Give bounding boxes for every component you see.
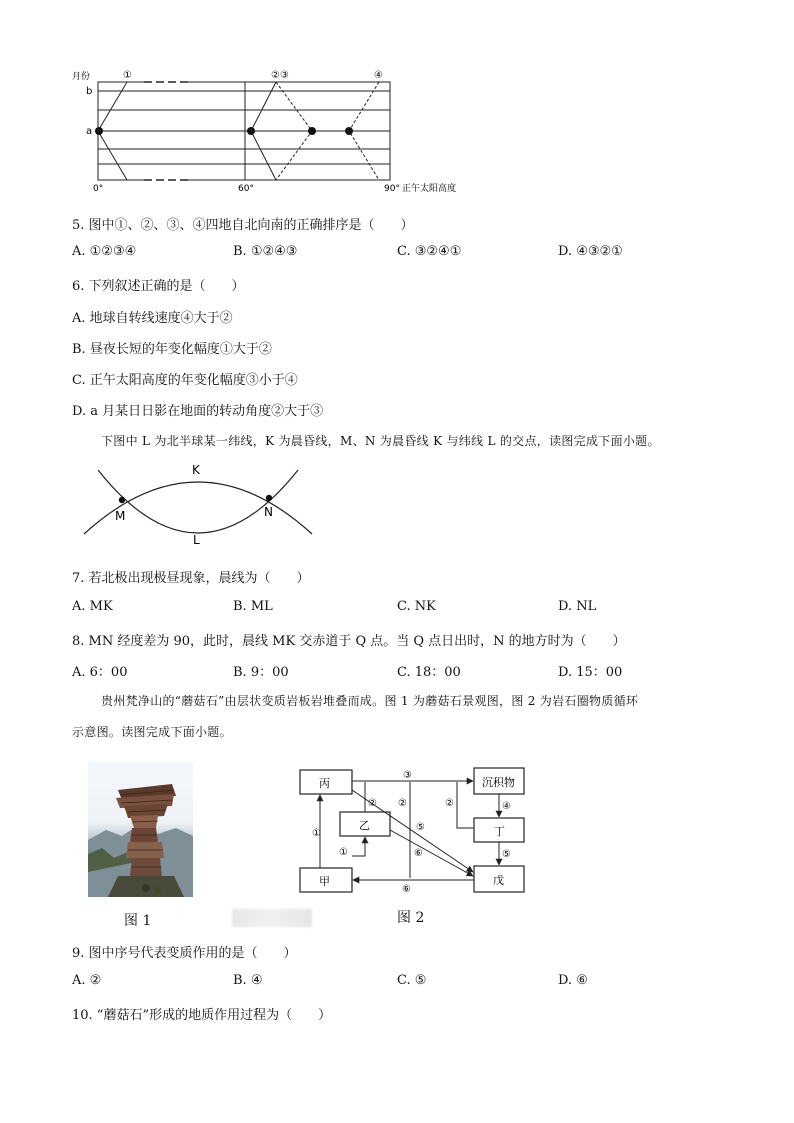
question-7: 7. 若北极出现极昼现象，晨线为（ ） — [72, 571, 310, 586]
sun-altitude-diagram — [70, 66, 470, 196]
figure-1-caption: 图 1 — [124, 913, 152, 929]
marker-4: ④ — [374, 70, 383, 81]
figure-2-caption: 图 2 — [397, 910, 425, 926]
box-wu-label: 戊 — [493, 874, 504, 887]
terminator-diagram — [80, 458, 320, 550]
q5-option-a[interactable]: A. ①②③④ — [72, 244, 137, 259]
q6-option-b[interactable]: B. 昼夜长短的年变化幅度①大于② — [72, 342, 272, 357]
x-tick-90: 90° — [384, 184, 400, 194]
terminator-K — [84, 482, 312, 534]
box-sediment-label: 沉积物 — [482, 776, 515, 789]
point-3 — [308, 127, 316, 135]
q8-option-c[interactable]: C. 18：00 — [397, 665, 461, 680]
question-9: 9. 图中序号代表变质作用的是（ ） — [72, 946, 297, 961]
q6-option-c[interactable]: C. 正午太阳高度的年变化幅度③小于④ — [72, 373, 298, 388]
point-4 — [345, 127, 353, 135]
label-3: ③ — [403, 770, 412, 781]
intro-q9-q10-line2: 示意图。读图完成下面小题。 — [72, 725, 232, 739]
x-axis-label: 正午太阳高度 — [402, 184, 457, 194]
question-5: 5. 图中①、②、③、④四地自北向南的正确排序是（ ） — [72, 218, 414, 233]
q6-option-d[interactable]: D. a 月某日日影在地面的转动角度②大于③ — [72, 404, 324, 419]
point-N — [266, 495, 272, 501]
mushroom-rock-illustration — [88, 762, 193, 897]
label-5-diag: ⑤ — [416, 822, 425, 833]
row-label-b: b — [86, 86, 93, 97]
x-tick-0: 0° — [93, 184, 104, 194]
label-2-ding: ② — [445, 798, 454, 809]
q5-option-c[interactable]: C. ③②④① — [397, 244, 462, 259]
label-2-yi: ② — [368, 798, 377, 809]
q7-option-b[interactable]: B. ML — [233, 599, 273, 614]
mushroom-rock-photo — [88, 762, 193, 897]
row-label-a: a — [86, 126, 93, 137]
rock-cycle-diagram — [290, 760, 540, 900]
q7-option-a[interactable]: A. MK — [72, 599, 113, 614]
y-axis-label: 月份 — [72, 72, 91, 82]
marker-1: ① — [123, 70, 132, 81]
q9-option-d[interactable]: D. ⑥ — [558, 973, 588, 988]
question-6: 6. 下列叙述正确的是（ ） — [72, 279, 245, 294]
q9-option-c[interactable]: C. ⑤ — [397, 973, 427, 988]
watermark-blur — [232, 909, 312, 927]
point-M — [119, 497, 125, 503]
point-1 — [95, 127, 103, 135]
box-bing-label: 丙 — [319, 777, 330, 790]
q5-option-b[interactable]: B. ①②④③ — [233, 244, 298, 259]
label-6-bottom: ⑥ — [402, 884, 411, 895]
box-ding-label: 丁 — [494, 825, 505, 838]
q5-option-d[interactable]: D. ④③②① — [558, 244, 623, 259]
point-2 — [247, 127, 255, 135]
q9-option-b[interactable]: B. ④ — [233, 973, 263, 988]
label-K: K — [192, 463, 200, 477]
q7-option-d[interactable]: D. NL — [558, 599, 597, 614]
label-1-left: ① — [312, 828, 321, 839]
label-6-diag: ⑥ — [414, 848, 423, 859]
q7-option-c[interactable]: C. NK — [397, 599, 436, 614]
q9-option-a[interactable]: A. ② — [72, 973, 102, 988]
x-tick-60: 60° — [238, 184, 254, 194]
q8-option-b[interactable]: B. 9：00 — [233, 665, 289, 680]
box-yi-label: 乙 — [359, 819, 370, 832]
label-4: ④ — [502, 801, 511, 812]
label-L: L — [193, 533, 200, 547]
label-M: M — [115, 509, 126, 523]
q6-option-a[interactable]: A. 地球自转线速度④大于② — [72, 311, 233, 326]
label-1-inner: ① — [339, 847, 348, 858]
marker-23: ②③ — [271, 70, 289, 81]
intro-q9-q10-line1: 贵州梵净山的“蘑菇石”由层状变质岩板岩堆叠而成。图 1 为蘑菇石景观图，图 2 为岩石圈物质循环 — [101, 694, 639, 708]
label-N: N — [264, 505, 273, 519]
label-2-mid: ② — [398, 798, 407, 809]
label-5-right: ⑤ — [502, 849, 511, 860]
latitude-L — [98, 470, 298, 533]
question-8: 8. MN 经度差为 90，此时，晨线 MK 交赤道于 Q 点。当 Q 点日出时，N 的地方时为（ ） — [72, 634, 626, 649]
question-10: 10. “蘑菇石”形成的地质作用过程为（ ） — [72, 1008, 332, 1023]
q8-option-a[interactable]: A. 6：00 — [72, 665, 128, 680]
box-jia-label: 甲 — [319, 875, 330, 888]
q8-option-d[interactable]: D. 15：00 — [558, 665, 623, 680]
intro-q7-q8: 下图中 L 为北半球某一纬线，K 为晨昏线，M、N 为晨昏线 K 与纬线 L 的交点，读图完成下面小题。 — [101, 434, 660, 448]
